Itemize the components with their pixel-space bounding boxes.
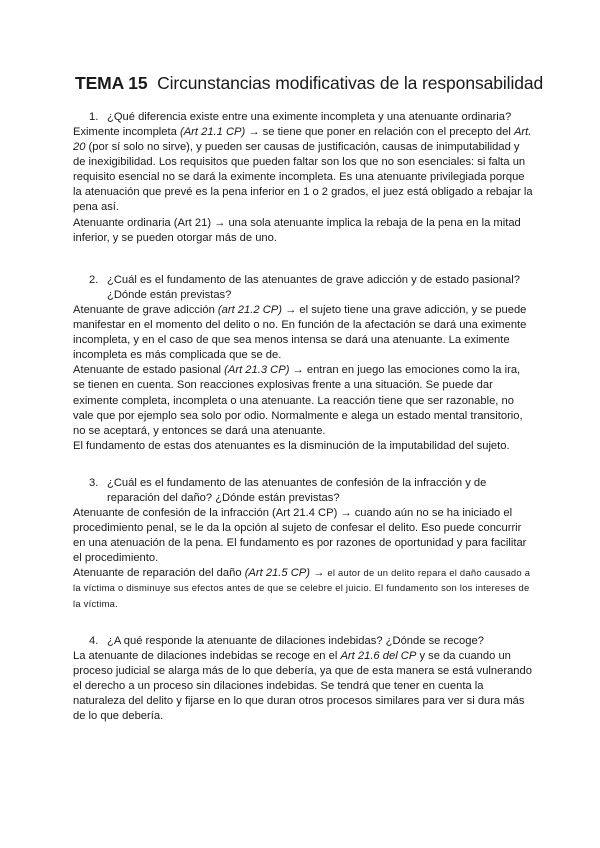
text-run: Atenuante de estado pasional xyxy=(73,364,225,377)
text-run: (por sí solo no sirve), y pueden ser causas de justificación, causas de inimputabilidad y de inexigibilidad. Los requisitos que pueden faltar son los que no son esenciales: si falta un requisito esencial no se dará la eximente incompleta. Es una atenuante privilegiada porque la atenuación que prevé es la pena inferior en 1 o 2 grados, el juez está obligado a rebajar la pena así. xyxy=(73,141,533,214)
answer-paragraph xyxy=(73,125,535,216)
section-2 xyxy=(73,273,535,454)
legal-citation: Art 21.6 del CP xyxy=(340,650,417,662)
question-number: 3. xyxy=(89,477,99,489)
legal-citation: (Art 21.5 CP) xyxy=(244,567,310,580)
question-text: ¿Cuál es el fundamento de las atenuantes de grave adicción y de estado pasional? ¿Dónde están previstas? xyxy=(107,274,520,301)
text-run-small: el autor de un delito repara el daño causado a la víctima o disminuye sus efectos antes de que se celebre el juicio. El fundamento son los intereses de la víctima. xyxy=(73,567,531,609)
text-run: → xyxy=(309,567,328,580)
text-run: Eximente incompleta xyxy=(73,126,180,138)
text-run: → el sujeto tiene una grave adicción, y se puede manifestar en el momento del delito o no. En función de la afectación se dará una eximente incompleta, y en el caso de que sea menos intensa se dará una atenuante. La eximente incompleta es más complicada que se de. xyxy=(73,304,527,362)
question-number: 2. xyxy=(89,274,99,286)
question-number: 1. xyxy=(89,111,99,123)
text-run: Atenuante de reparación del daño xyxy=(73,567,245,580)
question-1 xyxy=(73,110,535,125)
section-1 xyxy=(73,110,535,246)
answer-paragraph xyxy=(73,303,535,363)
question-text: ¿A qué responde la atenuante de dilaciones indebidas? ¿Dónde se recoge? xyxy=(107,635,484,647)
section-4 xyxy=(73,634,535,724)
question-text: ¿Qué diferencia existe entre una eximente incompleta y una atenuante ordinaria? xyxy=(107,111,512,123)
question-2 xyxy=(73,273,535,303)
text-run: → se tiene que poner en relación con el precepto del xyxy=(245,126,514,138)
text-run: La atenuante de dilaciones indebidas se recoge en el xyxy=(73,650,341,662)
text-run: y se da cuando un proceso judicial se alarga más de lo que debería, ya que de esta manera se está vulnerando el derecho a un proceso sin dilaciones indebidas. Se tendrá que tener en cuenta la naturaleza del delito y fijarse en lo que duran otros procesos similares para ver si dura más de lo que debería. xyxy=(73,650,532,723)
legal-citation: Art. 20 xyxy=(73,126,532,154)
text-run: Atenuante de grave adicción xyxy=(73,304,218,316)
question-3 xyxy=(73,476,535,506)
answer-paragraph xyxy=(73,566,535,611)
question-number: 4. xyxy=(89,635,99,647)
answer-paragraph: Atenuante ordinaria (Art 21) → una sola atenuante implica la rebaja de la pena en la mitad inferior, y se pueden otorgar más de uno. xyxy=(73,216,521,244)
title-text: Circunstancias modificativas de la responsabilidad xyxy=(157,73,544,93)
legal-citation: (Art 21.3 CP) xyxy=(224,364,290,377)
title-number: TEMA 15 xyxy=(75,73,148,93)
question-4 xyxy=(73,634,535,649)
answer-paragraph xyxy=(73,363,535,438)
answer-paragraph xyxy=(73,649,535,724)
question-text: ¿Cuál es el fundamento de las atenuantes de confesión de la infracción y de reparación del daño? ¿Dónde están previstas? xyxy=(107,477,487,504)
text-run: → entran en juego las emociones como la ira, se tienen en cuenta. Son reacciones explosivas frente a una situación. Se puede dar eximente completa, incompleta o una atenuante. La reacción tiene que ser razonable, no vale que por ejemplo sea solo por odio. Normalmente e alega un estado mental transitorio, no se aceptará, y entonces se dará una atenuante. xyxy=(73,364,523,437)
legal-citation: (art 21.2 CP) xyxy=(217,304,282,316)
section-3 xyxy=(73,476,535,612)
page-title xyxy=(75,73,543,94)
answer-paragraph: El fundamento de estas dos atenuantes es la disminución de la imputabilidad del sujeto. xyxy=(73,439,510,452)
answer-paragraph: Atenuante de confesión de la infracción (Art 21.4 CP) → cuando aún no se ha iniciado el procedimiento penal, se le da la opción al sujeto de confesar el delito. Eso puede concurrir en una atenuación de la pena. El fundamento es por razones de oportunidad y para facilitar el procedimiento. xyxy=(73,507,527,565)
legal-citation: (Art 21.1 CP) xyxy=(179,126,246,138)
